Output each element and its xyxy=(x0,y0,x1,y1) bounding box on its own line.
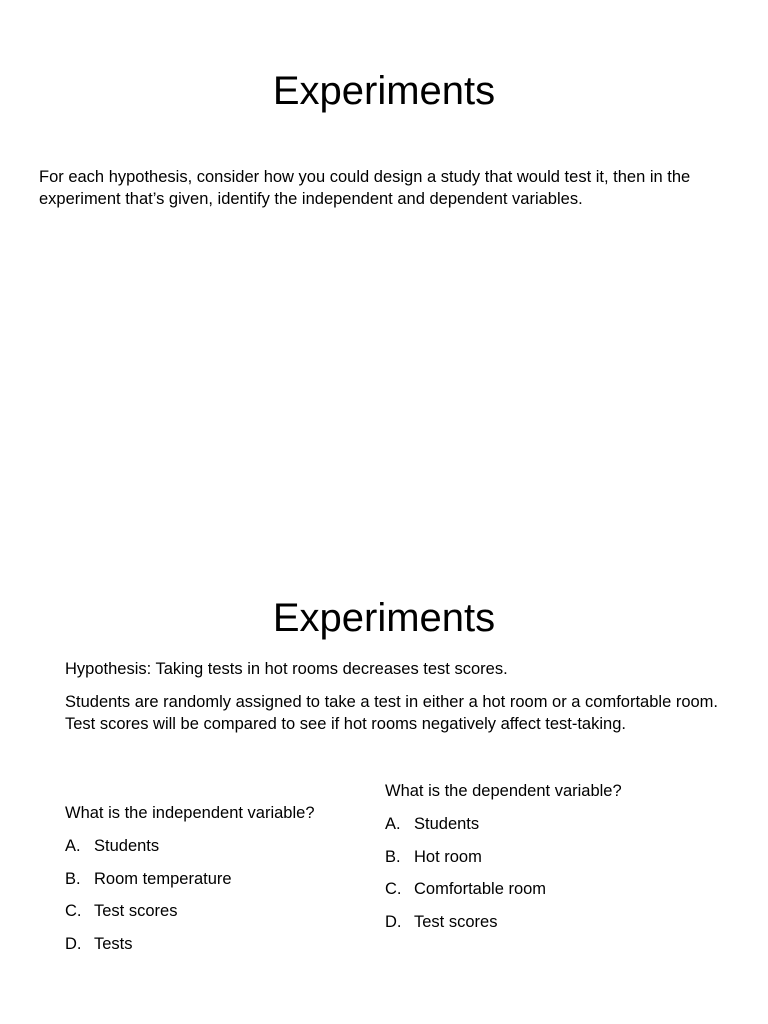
option-text: Students xyxy=(414,815,480,833)
option-letter: A. xyxy=(65,837,81,855)
answer-option-a xyxy=(385,813,715,835)
option-text: Room temperature xyxy=(94,869,232,888)
answer-option-d xyxy=(385,911,715,933)
answer-options xyxy=(385,813,715,933)
slide-1-title: Experiments xyxy=(272,69,496,113)
option-letter: C. xyxy=(65,902,82,920)
option-letter: B. xyxy=(385,847,401,866)
question-text: What is the dependent variable? xyxy=(385,782,622,800)
question-text: What is the independent variable? xyxy=(65,804,315,822)
option-text: Students xyxy=(94,837,160,855)
answer-option-d xyxy=(65,933,395,955)
answer-option-b xyxy=(385,846,715,868)
option-letter: C. xyxy=(385,880,402,898)
option-letter: D. xyxy=(385,912,402,931)
slide-2-title: Experiments xyxy=(272,596,496,640)
option-text: Hot room xyxy=(414,847,482,866)
answer-options xyxy=(65,835,395,955)
slide-1-instructions: For each hypothesis, consider how you could design a study that would test it, then in the experiment that’s given, identify the independent and dependent variables. xyxy=(39,168,691,208)
answer-option-c xyxy=(385,878,715,900)
independent-variable-question xyxy=(65,802,395,965)
option-text: Tests xyxy=(94,934,133,953)
option-letter: A. xyxy=(385,815,401,833)
option-text: Test scores xyxy=(94,902,178,920)
answer-option-b xyxy=(65,868,395,890)
experiment-description: Students are randomly assigned to take a test in either a hot room or a comfortable room. Test scores will be compared to see if hot rooms negatively affect test-taking. xyxy=(65,693,719,733)
option-letter: B. xyxy=(65,869,81,888)
option-text: Test scores xyxy=(414,912,498,931)
option-letter: D. xyxy=(65,934,82,953)
dependent-variable-question xyxy=(385,780,715,943)
hypothesis-text: Hypothesis: Taking tests in hot rooms decreases test scores. xyxy=(65,660,508,678)
answer-option-c xyxy=(65,900,395,922)
answer-option-a xyxy=(65,835,395,857)
option-text: Comfortable room xyxy=(414,880,547,898)
